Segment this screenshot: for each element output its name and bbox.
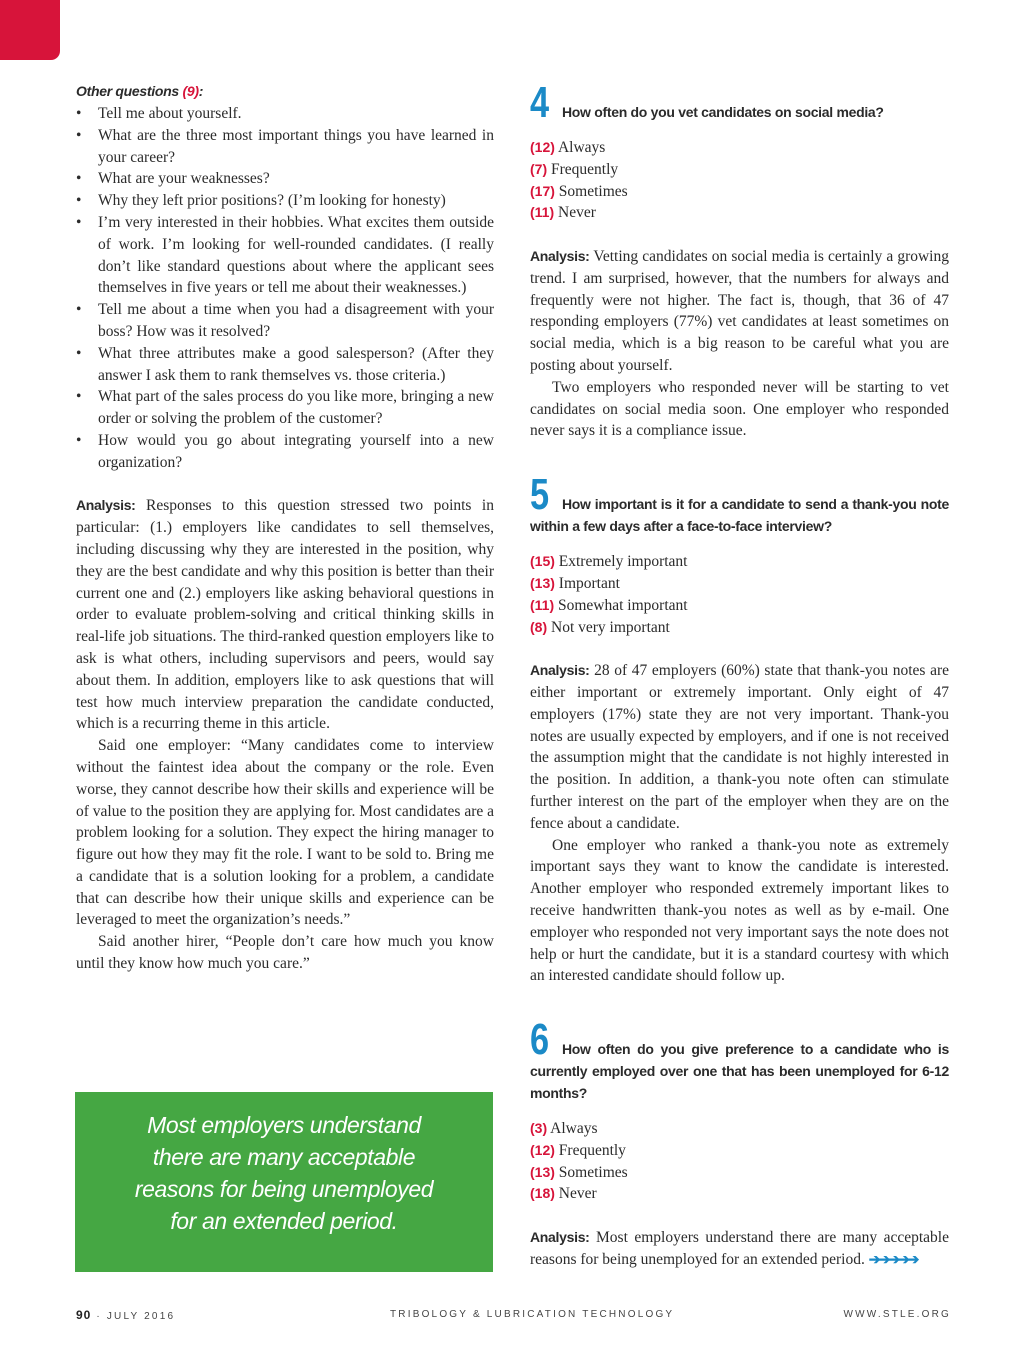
publication-name: TRIBOLOGY & LUBRICATION TECHNOLOGY [390,1309,675,1320]
answer-label: Important [558,574,620,592]
answer-label: Never [558,1185,597,1203]
answer-label: Sometimes [558,182,628,200]
analysis-text: Most employers understand there are many acceptable reasons for being unemployed for an extended period. [530,1229,949,1268]
analysis-text: 28 of 47 employers (60%) state that thank-you notes are either important or extremely important. Only eight of 47 employers (17%) state they are not very important. Thank-you notes are usually expected by employers, and if one is not received the assumption might that the candidate is not highly interested in the position. In addition, a thank-you note often can stimulate further interest on the part of the employer when they are on the fence about a candidate. [530,662,949,832]
answer-count: (3) [530,1120,548,1137]
answer-label: Extremely important [558,553,688,571]
question-text: How often do you vet candidates on social media? [562,104,884,120]
employer-quote-paragraph: Said one employer: “Many candidates come to interview without the faintest idea about the company or the role. Even worse, they cannot describe how their skills and experience will be of value to the position they are applying for. Most candidates are a problem looking for a solution. They expect the hiring manager to figure out how they may fit the role. I want to be sold to. Bring me a candidate that is a solution looking for a problem, a candidate that can describe how their unique skills and experience can be leveraged to meet the organization’s needs.” [76,737,494,929]
answer-label: Sometimes [558,1163,628,1181]
answer-count: (8) [530,618,548,635]
analysis-label: Analysis: [530,1229,590,1246]
pull-quote-box [75,1092,493,1272]
answer-label: Frequently [558,1141,626,1159]
answer-label: Always [557,139,606,156]
left-column [76,80,494,975]
answer-item [530,1140,949,1162]
answer-count: (11) [530,596,555,613]
answer-count: (13) [530,574,555,591]
question-4-heading [530,78,949,127]
analysis-text: Vetting candidates on social media is certainly a growing trend. I am surprised, however, that the numbers for always and frequently were not higher. The fact is, though, that 36 of 47 responding employers (77%) vet candidates at least sometimes on social media, which is a big reason to be careful what you are posting about yourself. [530,247,949,374]
other-questions-label: Other questions [76,83,179,99]
list-item: • Tell me about a time when you had a disagreement with your boss? How was it resolved? [76,299,494,343]
other-questions-count: (9) [182,83,199,99]
question-number: 4 [530,78,550,127]
continue-arrows-icon: ➔➔➔➔➔ [868,1252,918,1268]
answer-label: Somewhat important [558,596,688,614]
question-5-heading [530,470,949,537]
answer-label: Not very important [551,618,670,636]
list-item: • Tell me about yourself. [76,103,494,125]
analysis-paragraph [530,1227,949,1272]
question-text: How important is it for a candidate to send a thank-you note within a few days after a face-to-face interview? [530,496,949,535]
pull-quote-text: Most employers understand there are many acceptable reasons for being unemployed for an extended period. [134,1112,434,1234]
website-link[interactable]: WWW.STLE.ORG [843,1309,951,1320]
answer-count: (15) [530,553,555,570]
answer-count: (12) [530,139,555,155]
analysis-label: Analysis: [76,497,136,514]
other-questions-heading [76,80,494,103]
footer-issue [76,1308,175,1322]
other-questions-colon: : [198,83,204,99]
answer-count: (18) [530,1185,555,1202]
list-item: • What are the three most important things you have learned in your career? [76,125,494,169]
body-paragraph: Two employers who responded never will be starting to vet candidates on social media soon. One employer who responded never says it is a compliance issue. [530,378,949,440]
question-4-answers [530,137,949,224]
answer-count: (12) [530,1141,555,1158]
answer-item [530,181,949,203]
answer-item [530,551,949,573]
list-item: • What three attributes make a good salesperson? (After they answer I ask them to rank themselves vs. those criteria.) [76,343,494,387]
analysis-paragraph [530,660,949,834]
list-item: • I’m very interested in their hobbies. What excites them outside of work. I’m looking for well-rounded candidates. (I really don’t like standard questions about where the applicant sees themselves in five years or tell me about their weaknesses.) [76,212,494,299]
answer-label: Never [558,204,596,222]
page-number: 90 [76,1308,92,1322]
answer-label: Always [550,1120,598,1138]
answer-item [530,1118,949,1140]
answer-item [530,595,949,617]
hirer-quote-paragraph: Said another hirer, “People don’t care how much you know until they know how much you care.” [76,933,494,973]
answer-count: (13) [530,1163,555,1180]
question-number: 5 [530,470,549,520]
question-6-answers [530,1118,949,1205]
list-item: • What part of the sales process do you like more, bringing a new order or solving the problem of the customer? [76,386,494,430]
analysis-label: Analysis: [530,662,590,679]
answer-count: (17) [530,182,555,199]
answer-item [530,573,949,595]
answer-count: (11) [530,204,555,221]
list-item: • Why they left prior positions? (I’m looking for honesty) [76,190,494,212]
analysis-paragraph [530,246,949,377]
other-questions-list [76,103,494,474]
answer-item [530,617,949,639]
right-column [530,80,949,1272]
answer-count: (7) [530,160,548,177]
answer-item [530,1183,949,1205]
corner-tab [0,0,60,60]
page-footer [76,1308,951,1324]
answer-item [530,159,949,181]
analysis-label: Analysis: [530,247,590,264]
question-number: 6 [530,1015,549,1065]
answer-item [530,137,949,159]
answer-label: Frequently [551,160,619,178]
analysis-paragraph [76,495,494,735]
body-paragraph: One employer who ranked a thank-you note as extremely important says they want to know the candidate is interested. Another employer who responded extremely important likes to receive handwritten thank-you notes as well as by e-mail. One employer who responded not very important says the note does not help or hurt the candidate, but it is a standard courtesy with which an interested candidate should follow up. [530,836,949,985]
question-text: How often do you give preference to a candidate who is currently employed over one that has been unemployed for 6-12 months? [530,1041,949,1102]
answer-item [530,202,949,224]
list-item: • How would you go about integrating yourself into a new organization? [76,430,494,474]
question-5-answers [530,551,949,638]
footer-separator: · [96,1311,102,1322]
answer-item [530,1162,949,1184]
question-6-heading [530,1015,949,1104]
list-item: • What are your weaknesses? [76,168,494,190]
analysis-text: Responses to this question stressed two points in particular: (1.) employers like candidates to sell themselves, including discussing why they are interested in the position, why they are the best candidate and why this position is better than their current one and (2.) employers like asking behavioral questions in order to evaluate problem-solving and critical thinking skills in real-life job situations. The third-ranked question employers like to ask is what others, including supervisors and peers, would say about them. In addition, employers like to ask questions that will test how much interview preparation the candidate conducted, which is a recurring theme in this article. [76,497,494,733]
issue-date: JULY 2016 [106,1311,176,1322]
